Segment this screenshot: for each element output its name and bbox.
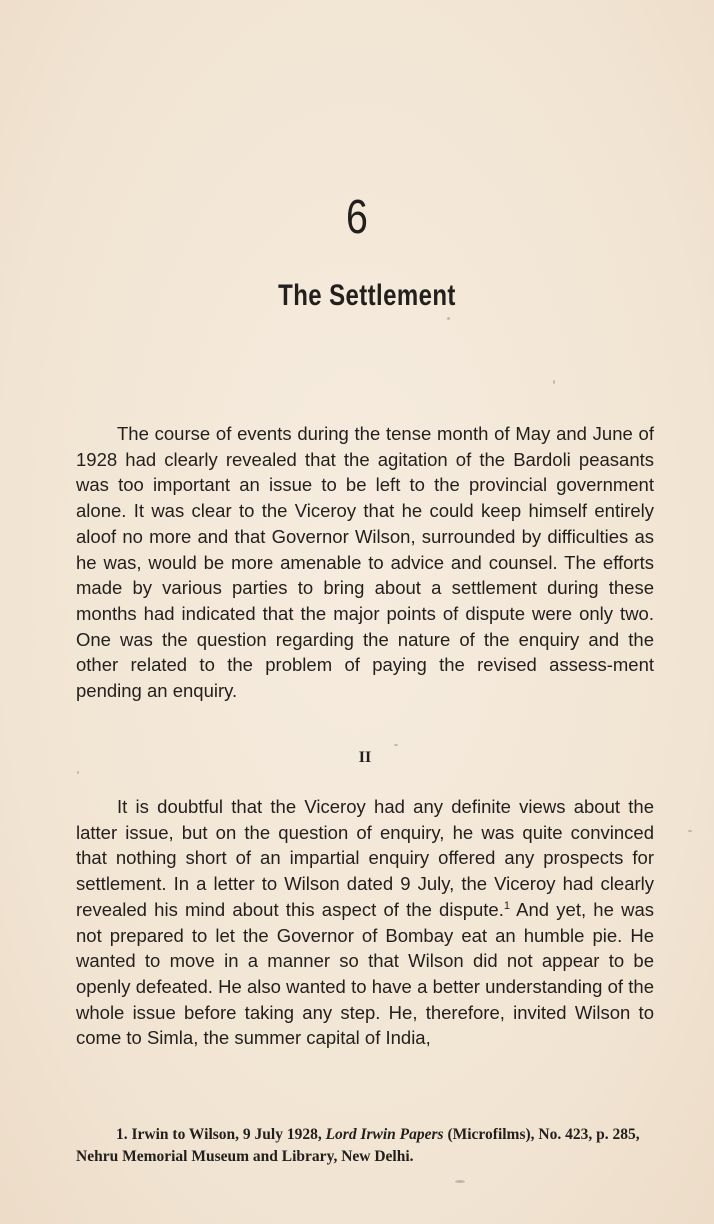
footnote-number: 1. xyxy=(116,1126,128,1143)
paper-speck xyxy=(688,830,692,832)
paragraph-2-text-a: It is doubtful that the Viceroy had any definite views about the latter issue, but on the question of enquiry, he was quite convinced that nothing short of an impartial enquiry offered any prospects for settlement. In a letter to Wilson dated 9 July, the Viceroy had clearly revealed his mind about this aspect of the dispute. xyxy=(76,796,654,920)
paper-speck xyxy=(447,317,450,320)
chapter-number: 6 xyxy=(346,191,368,244)
chapter-title: The Settlement xyxy=(278,279,456,312)
paragraph-2-text-b: And yet, he was not prepared to let the Governor of Bombay eat an humble pie. He wanted to move in a manner so that Wilson did not appear to be openly defeated. He also wanted to have a better understanding of the whole issue before taking any step. He, therefore, invited Wilson to come to Simla, the summer capital of India, xyxy=(76,898,654,1049)
footnote-text-b: (Microfilms), No. 423, p. 285, Nehru Memorial Museum and Library, New Delhi. xyxy=(76,1126,640,1165)
footnote-marker: 1 xyxy=(503,899,510,912)
footnote xyxy=(76,1124,662,1168)
paper-speck xyxy=(553,380,555,384)
paper-speck xyxy=(394,744,398,746)
footnote-title: Lord Irwin Papers xyxy=(325,1126,444,1143)
footnote-text-a: Irwin to Wilson, 9 July 1928, xyxy=(131,1126,322,1143)
paper-speck xyxy=(77,771,79,774)
paper-speck xyxy=(455,1180,465,1183)
section-heading: II xyxy=(358,749,372,766)
paragraph-2 xyxy=(76,794,654,1051)
paragraph-1: The course of events during the tense month of May and June of 1928 had clearly revealed that the agitation of the Bardoli peasants was too important an issue to be left to the provincial government alone. It was clear to the Viceroy that he could keep himself entirely aloof no more and that Governor Wilson, surrounded by difficulties as he was, would be more amenable to advice and counsel. The efforts made by various parties to bring about a settlement during these months had indicated that the major points of dispute were only two. One was the question regarding the nature of the enquiry and the other related to the problem of paying the revised assess-ment pending an enquiry. xyxy=(76,423,654,702)
